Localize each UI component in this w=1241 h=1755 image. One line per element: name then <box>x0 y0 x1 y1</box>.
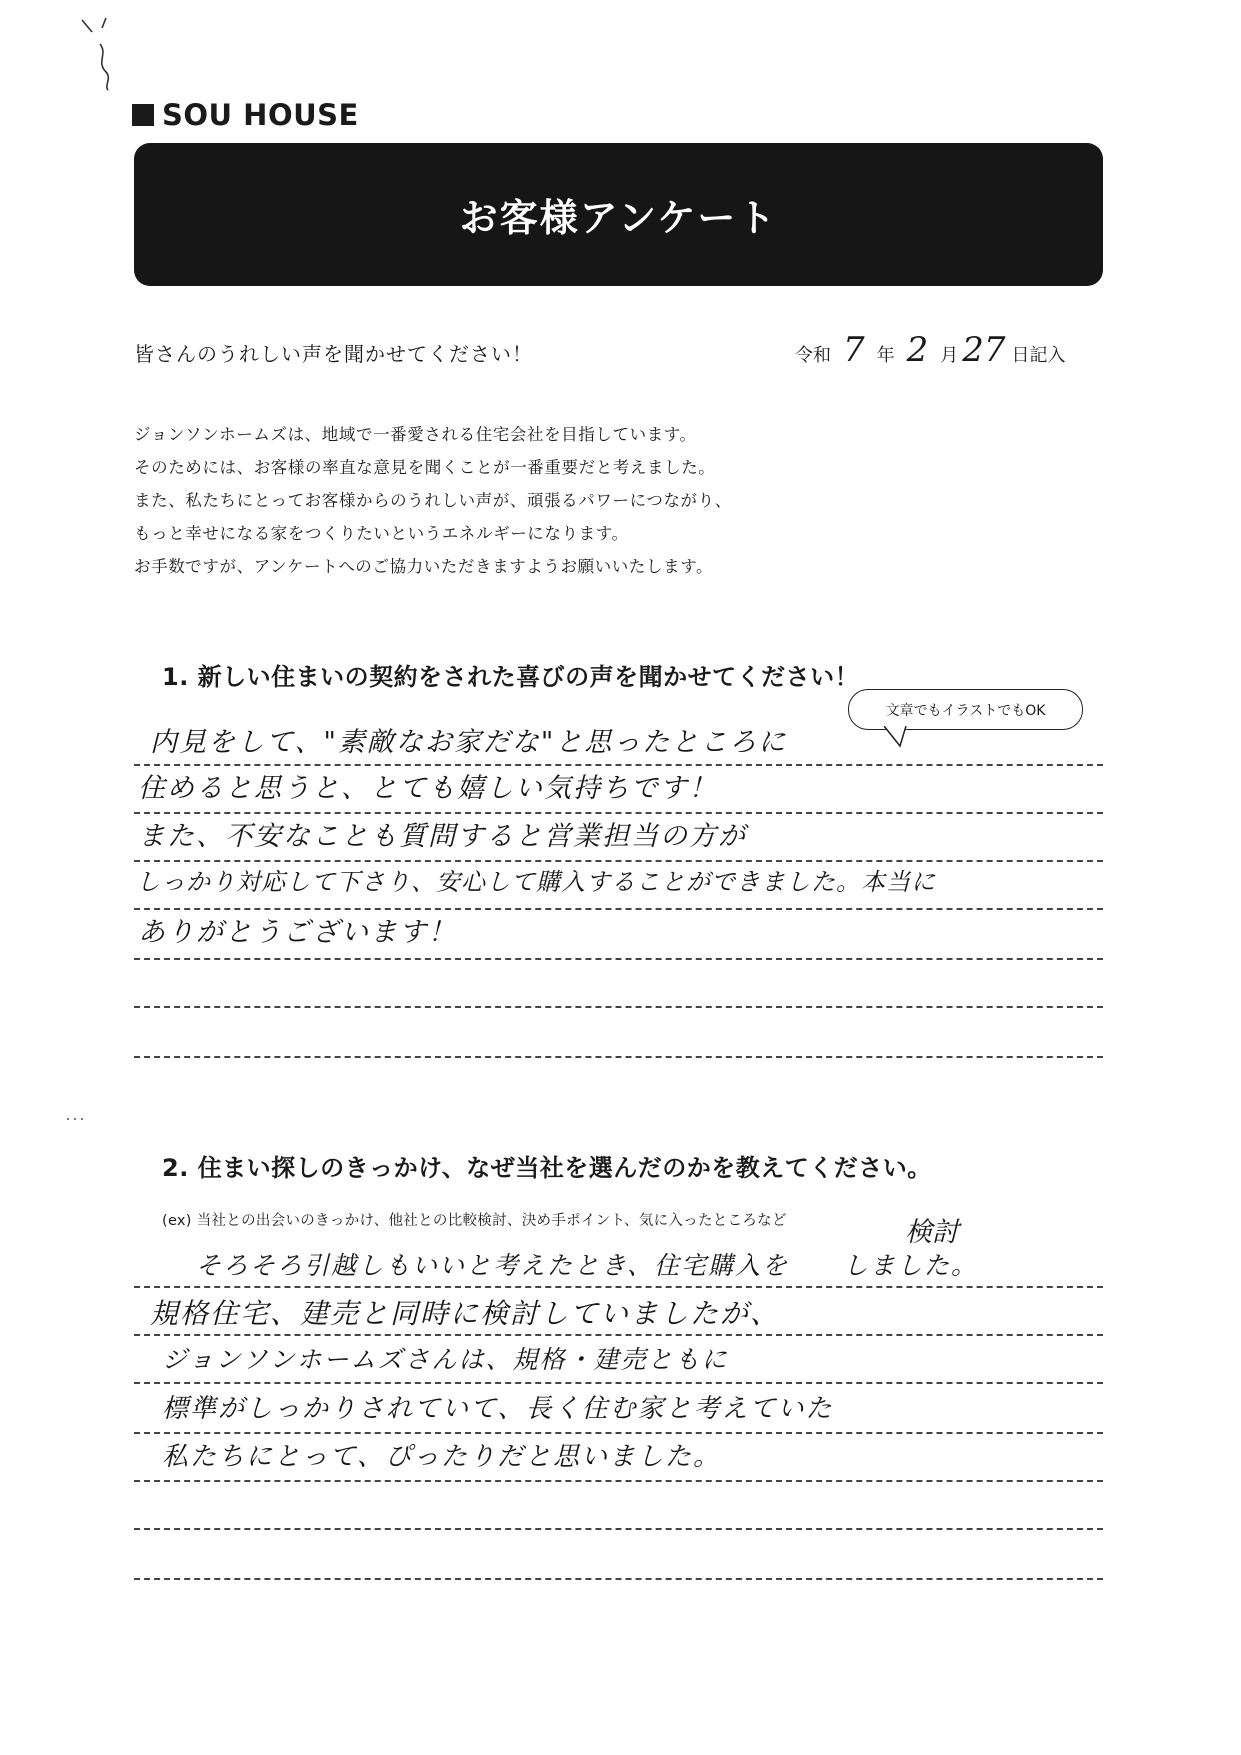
greeting-text: 皆さんのうれしい声を聞かせてください！ <box>134 342 533 366</box>
hint-bubble <box>848 689 1083 730</box>
answer-1-line: 内見をして、"素敵なお家だな"と思ったところに <box>150 727 788 758</box>
intro-line: そのためには、お客様の率直な意見を聞くことが一番重要だと考えました。 <box>134 458 716 477</box>
page-title-banner <box>134 143 1103 286</box>
answer-2-line: 規格住宅、建売と同時に検討していましたが、 <box>150 1297 781 1330</box>
page-title: お客様アンケート <box>459 196 778 240</box>
hint-bubble-text: 文章でもイラストでもOK <box>885 702 1046 719</box>
date-year-value: 7 <box>843 330 865 370</box>
answer-rule <box>134 958 1103 960</box>
answer-rule <box>134 1056 1103 1058</box>
answer-rule <box>134 1578 1103 1580</box>
answer-rule <box>134 1006 1103 1008</box>
answer-rule <box>134 1334 1103 1336</box>
answer-1-line: ありがとうございます！ <box>138 917 457 948</box>
question-1-title: 1. 新しい住まいの契約をされた喜びの声を聞かせてください！ <box>162 663 860 691</box>
brand-name: SOU HOUSE <box>162 98 359 132</box>
date-month-value: 2 <box>906 330 929 370</box>
date-field <box>795 330 1066 370</box>
answer-2-line: ジョンソンホームズさんは、規格・建売ともに <box>162 1345 729 1374</box>
brand-logo <box>132 98 359 132</box>
intro-paragraph <box>134 418 894 583</box>
question-2-example: (ex) 当社との出会いのきっかけ、他社との比較検討、決め手ポイント、気に入ったところなど <box>162 1213 787 1229</box>
stray-dots <box>66 1116 84 1122</box>
intro-line: ジョンソンホームズは、地域で一番愛される住宅会社を目指しています。 <box>134 425 697 444</box>
answer-1-line: また、不安なことも質問すると営業担当の方が <box>138 821 747 852</box>
bubble-tail-icon <box>884 726 914 748</box>
intro-line: お手数ですが、アンケートへのご協力いただきますようお願いいたします。 <box>134 557 714 576</box>
answer-rule <box>134 1432 1103 1434</box>
answer-1-line: しっかり対応して下さり、安心して購入することができました。本当に <box>136 868 936 896</box>
answer-rule <box>134 1528 1103 1530</box>
answer-rule <box>134 1382 1103 1384</box>
question-2-title: 2. 住まい探しのきっかけ、なぜ当社を選んだのかを教えてください。 <box>162 1154 932 1182</box>
answer-2-line: そろそろ引越しもいいと考えたとき、住宅購入を しました。 <box>196 1251 979 1280</box>
answer-1-line: 住めると思うと、とても嬉しい気持ちです！ <box>138 773 718 804</box>
date-month-label: 月 <box>940 345 959 366</box>
pen-scribble-mark <box>78 14 138 94</box>
date-era: 令和 <box>795 345 831 366</box>
answer-rule <box>134 1480 1103 1482</box>
date-day-value: 27 <box>962 330 1006 370</box>
intro-line: もっと幸せになる家をつくりたいというエネルギーになります。 <box>134 524 629 543</box>
answer-rule <box>134 1286 1103 1288</box>
answer-2-line: 標準がしっかりされていて、長く住む家と考えていた <box>162 1394 834 1424</box>
date-year-label: 年 <box>876 345 895 366</box>
answer-2-line: 私たちにとって、ぴったりだと思いました。 <box>162 1442 721 1472</box>
handwritten-correction: 検討 <box>905 1217 959 1248</box>
intro-line: また、私たちにとってお客様からのうれしい声が、頑張るパワーにつながり、 <box>134 491 732 510</box>
date-day-label: 日記入 <box>1011 345 1066 366</box>
brand-square-icon <box>132 104 154 126</box>
